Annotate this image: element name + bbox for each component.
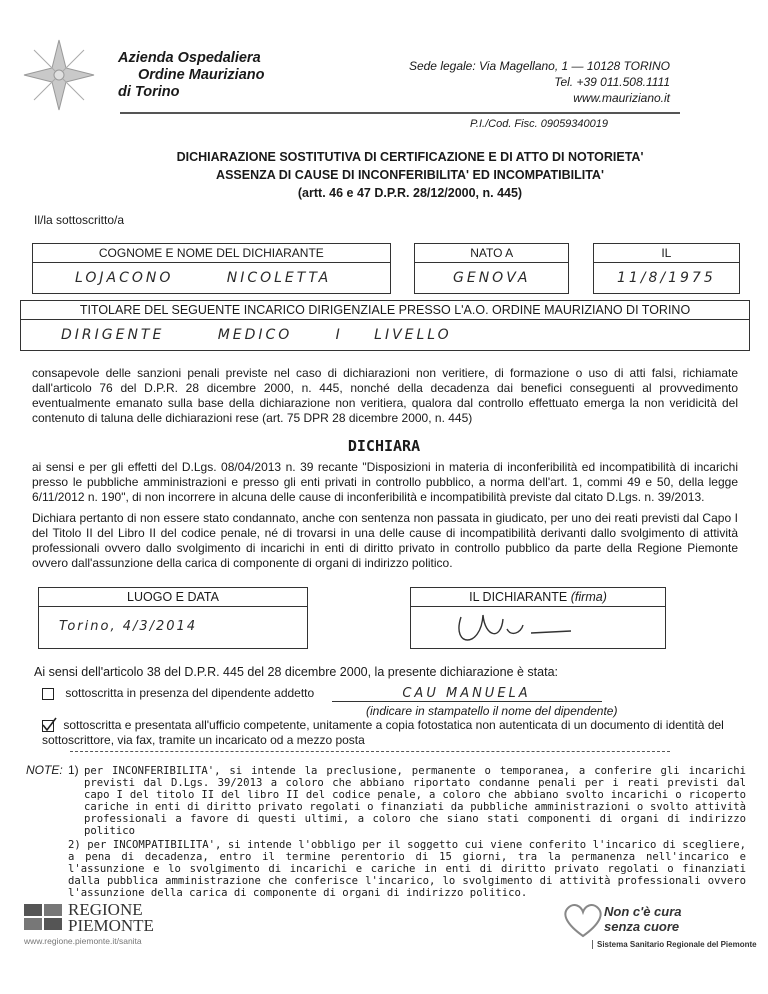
assignment-table [20, 300, 750, 351]
birthdate-value: 11/8/1975 [616, 270, 716, 286]
option1-checkbox[interactable] [42, 688, 54, 700]
document-title [60, 148, 760, 202]
regione-flag-icon [24, 904, 64, 934]
birthplace-value: GENOVA [453, 270, 531, 286]
assignment-word-1: DIRIGENTE [61, 327, 165, 343]
declaration-paragraph-2: Dichiara pertanto di non essere stato condannato, anche con sentenza non passata in giudicato, per uno dei reati previsti dal Capo I del Titolo II del Libro II del codice penale, né di trovarsi in una delle cause di incompatibilità derivanti dallo svolgimento di attività professionali ovvero dallo svolgimento di incarichi in enti di diritto privato in controllo pubblico da parte della Regione Piemonte ovvero dall'assunzione della carica di componente di organi di indirizzo politico. [32, 511, 738, 570]
organization-name [118, 50, 265, 101]
org-line-3: di Torino [118, 84, 180, 100]
declaration-paragraph-1: ai sensi e per gli effetti del D.Lgs. 08/04/2013 n. 39 recante "Disposizioni in materia di inconferibilità ed incompatibilità di incarichi presso le pubbliche amministrazioni e presso gli enti privati in controllo pubblico, a norma dell'art. 1, commi 49 e 50, della legge 6/11/2012 n. 190", di non incorrere in alcuna delle cause di inconferibilità e incompatibilità previste dal citato D.Lgs. n. 39/2013. [32, 460, 738, 504]
awareness-paragraph: consapevole delle sanzioni penali previste nel caso di dichiarazioni non veritiere, di formazione o uso di atti falsi, richiamate dall'articolo 76 del D.P.R. 28 dicembre 2000, n. 445, nonché della decadenza dai benefici conseguenti al provvedimento eventualmente emanato sulla base della dichiarazione non veritiera, qualora dal controllo effettuato emerga la non veridicità del contenuto di taluna delle dichiarazioni rese (art. 75 DPR 28 dicembre 2000, n. 445) [32, 366, 738, 425]
employee-name-field[interactable] [332, 686, 602, 702]
piemonte-word: PIEMONTE [68, 916, 154, 935]
note1-number: 1) [68, 763, 79, 777]
header-birthdate: IL [593, 244, 739, 263]
header-name: COGNOME E NOME DEL DICHIARANTE [33, 244, 391, 263]
option-in-presence [42, 686, 742, 702]
slogan-line-1: Non c'è cura [604, 904, 682, 919]
signature-label [411, 588, 665, 607]
place-date-label: LUOGO E DATA [39, 588, 307, 607]
signature-hint: (firma) [570, 590, 607, 604]
signature-title: IL DICHIARANTE [469, 590, 568, 604]
place-date-value: Torino, 4/3/2014 [59, 619, 198, 634]
org-line-2: Ordine Mauriziano [138, 67, 265, 83]
sede-phone: Tel. +39 011.508.1111 [554, 75, 670, 89]
header-rule [120, 112, 680, 114]
assignment-header: TITOLARE DEL SEGUENTE INCARICO DIRIGENZIALE PRESSO L'A.O. ORDINE MAURIZIANO DI TORINO [21, 301, 750, 320]
declarant-table [32, 243, 740, 294]
notes-label: NOTE: [26, 763, 63, 777]
option2-text: sottoscritta e presentata all'ufficio competente, unitamente a copia fotostatica non autenticata di un documento di identità del sottoscrittore, via fax, tramite un incaricato od a mezzo posta [42, 718, 724, 747]
note2-text: 2) per INCOMPATIBILITA', si intende l'obbligo per il soggetto cui viene conferito l'incarico di scegliere, a pena di decadenza, entro il termine perentorio di 15 giorni, tra la permanenza nell'incarico e l'assunzione e lo svolgimento di incarichi e cariche in enti di diritto privato regolati o finanziati dalla pubblica amministrazione che conferisce l'incarico, lo svolgimento di attività professionali ovvero l'assunzione della carica di componente di organi di indirizzo politico. [68, 839, 746, 899]
assignment-cell[interactable] [21, 320, 750, 351]
attestation-intro: Ai sensi dell'articolo 38 del D.P.R. 445 del 28 dicembre 2000, la presente dichiarazione è stata: [34, 665, 558, 679]
option2-checkbox[interactable] [42, 720, 54, 732]
registered-office [408, 58, 670, 106]
assignment-word-2: MEDICO [217, 327, 293, 343]
header-birthplace: NATO A [415, 244, 569, 263]
slogan-line-2: senza cuore [604, 919, 680, 934]
assignment-word-3: I [335, 327, 343, 343]
dichiara-heading: DICHIARA [347, 437, 421, 455]
note1-text: per INCONFERIBILITA', si intende la preclusione, permanente o temporanea, a conferire gli incarichi previsti dal D.Lgs. 39/2013 a coloro che abbiano riportato condanne penali per i reati previsti dal capo I del titolo II del libro II del codice penale, a coloro che abbiano svolto incarichi o ricoperto cariche in enti di diritto privato regolati o finanziati da pubbliche amministrazioni o svolto attività professionali a favore di questi ultimi, a coloro che siano stati componenti di organi di indirizzo politico [84, 765, 746, 837]
sede-website: www.mauriziano.it [573, 91, 670, 105]
place-date-box[interactable] [38, 587, 308, 649]
employee-name-value: CAU MANUELA [402, 686, 531, 701]
title-line-2: ASSENZA DI CAUSE DI INCONFERIBILITA' ED INCOMPATIBILITA' [216, 168, 604, 182]
birthplace-cell[interactable] [415, 263, 569, 294]
ssr-label: Sistema Sanitario Regionale del Piemonte [592, 940, 757, 949]
employee-name-hint: (indicare in stampatello il nome del dipendente) [366, 704, 618, 718]
title-line-1: DICHIARAZIONE SOSTITUTIVA DI CERTIFICAZIONE E DI ATTO DI NOTORIETA' [176, 150, 644, 164]
signature-box[interactable] [410, 587, 666, 649]
checkmark-icon [41, 717, 57, 733]
firstname-value: NICOLETTA [226, 270, 332, 286]
option1-text: sottoscritta in presenza del dipendente addetto [65, 686, 315, 700]
birthdate-cell[interactable] [593, 263, 739, 294]
heart-logo-icon [560, 900, 606, 940]
regione-url: www.regione.piemonte.it/sanita [24, 936, 142, 946]
title-line-3: (artt. 46 e 47 D.P.R. 28/12/2000, n. 445) [297, 186, 523, 200]
name-cell[interactable] [33, 263, 391, 294]
mauriziano-cross-logo [22, 38, 96, 112]
handwritten-signature [411, 607, 665, 647]
slogan [604, 904, 682, 934]
separator-dashed [70, 751, 670, 752]
sede-address: Sede legale: Via Magellano, 1 — 10128 TORINO [408, 59, 670, 73]
assignment-word-4: LIVELLO [374, 327, 452, 343]
surname-value: LOJACONO [75, 270, 174, 286]
option-submitted [42, 718, 742, 748]
org-line-1: Azienda Ospedaliera [118, 50, 261, 66]
vat-number: P.I./Cod. Fisc. 09059340019 [470, 118, 609, 130]
regione-word: REGIONE [68, 900, 143, 919]
undersigned-label: Il/la sottoscritto/a [34, 213, 125, 227]
